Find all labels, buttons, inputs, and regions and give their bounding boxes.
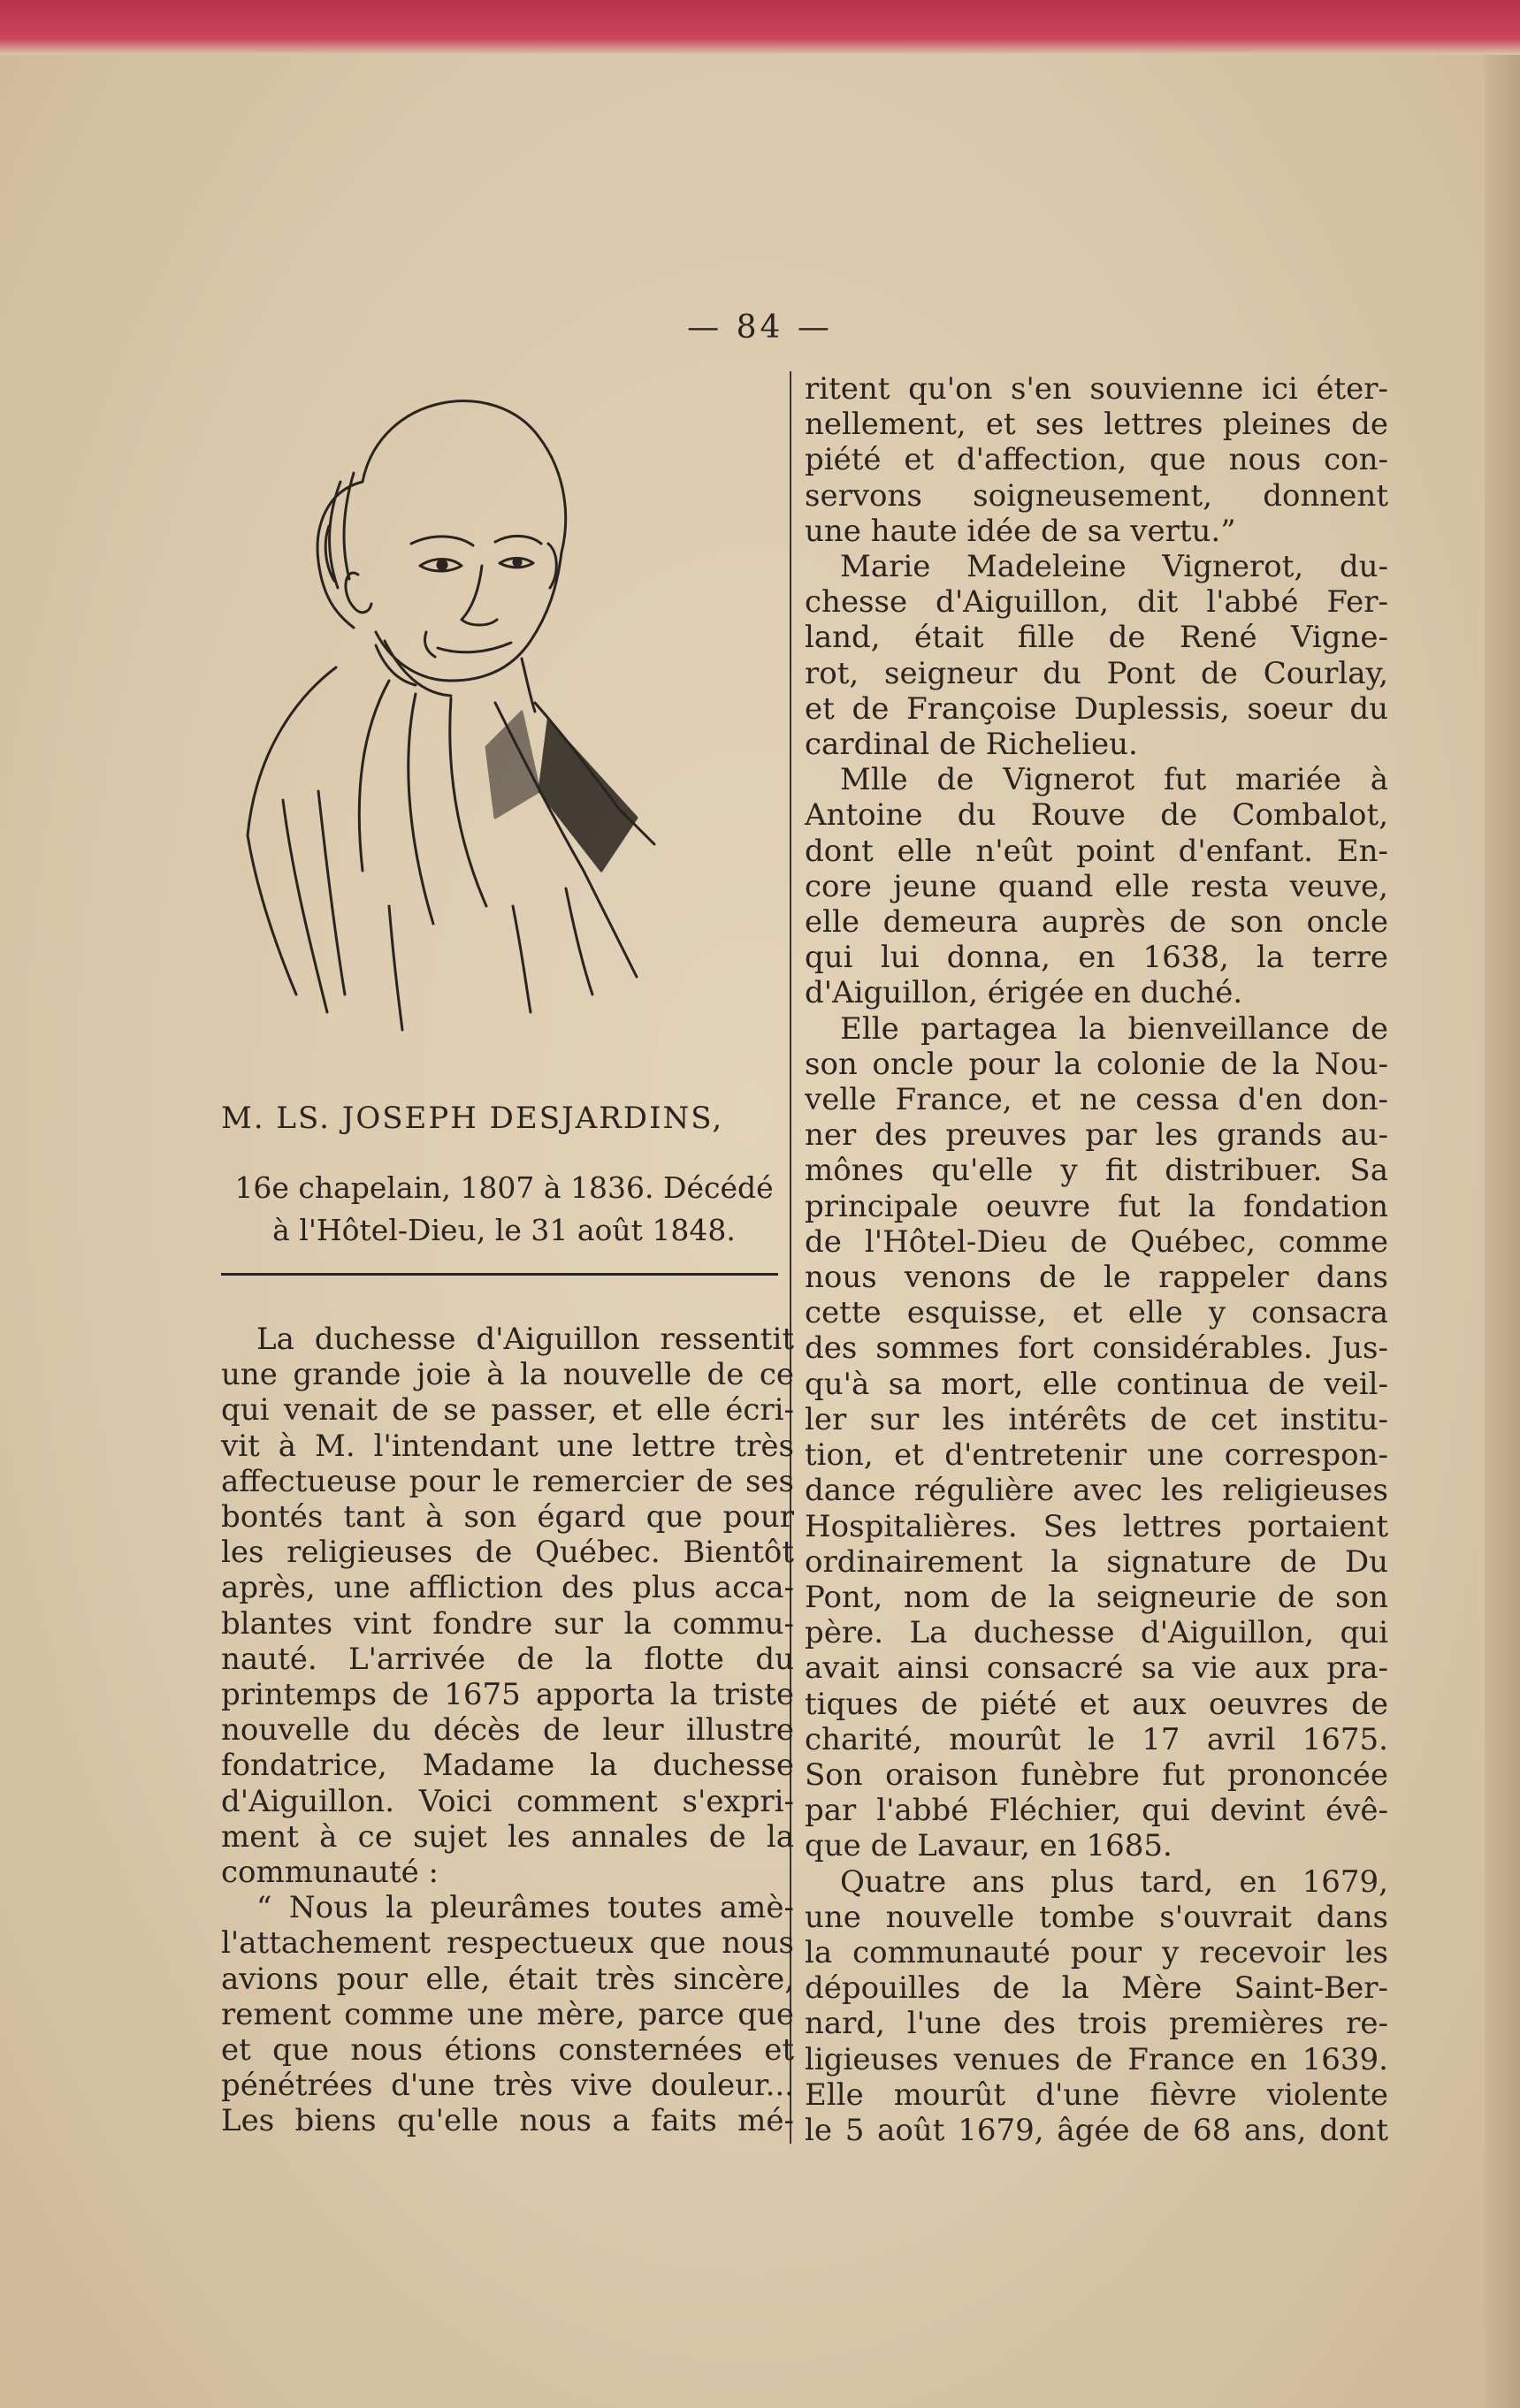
text-line: ligieuses venues de France en 1639. — [805, 2041, 1388, 2077]
text-line: Pont, nom de la seigneurie de son — [805, 1579, 1388, 1615]
text-line: après, une affliction des plus acca- — [221, 1570, 794, 1606]
text-line: nouvelle du décès de leur illustre — [221, 1712, 794, 1749]
text-line: Mlle de Vignerot fut mariée à — [840, 762, 1388, 798]
page-number: — 84 — — [687, 309, 833, 346]
text-line: et de Françoise Duplessis, soeur du — [805, 690, 1388, 727]
text-line: pénétrées d'une très vive douleur... — [221, 2068, 794, 2104]
text-line: dépouilles de la Mère Saint-Ber- — [805, 1970, 1388, 2007]
text-line: nous venons de le rappeler dans — [805, 1260, 1388, 1296]
book-top-edge — [0, 0, 1520, 55]
text-line: avions pour elle, était très sincère, — [221, 1961, 794, 1997]
left-text-column — [221, 1322, 794, 2139]
text-line: rot, seigneur du Pont de Courlay, — [805, 655, 1388, 691]
text-line: l'attachement respectueux que nous — [221, 1925, 794, 1962]
text-line: Son oraison funèbre fut prononcée — [805, 1756, 1388, 1793]
text-line: le 5 août 1679, âgée de 68 ans, dont — [805, 2112, 1388, 2148]
text-line: d'Aiguillon. Voici comment s'expri- — [221, 1783, 794, 1819]
portrait-caption-name: M. LS. JOSEPH DESJARDINS, — [221, 1101, 724, 1136]
text-line: ritent qu'on s'en souvienne ici éter- — [805, 371, 1388, 407]
text-line: la communauté pour y recevoir les — [805, 1934, 1388, 1970]
text-line: Elle partagea la bienveillance de — [840, 1010, 1388, 1047]
text-line: servons soigneusement, donnent — [805, 477, 1388, 514]
text-line: chesse d'Aiguillon, dit l'abbé Fer- — [805, 584, 1388, 621]
text-line: une haute idée de sa vertu.” — [805, 513, 1236, 549]
text-line: des sommes fort considérables. Jus- — [805, 1330, 1388, 1367]
text-line: de l'Hôtel-Dieu de Québec, comme — [805, 1223, 1388, 1260]
text-line: land, était fille de René Vigne- — [805, 620, 1388, 656]
text-line: nellement, et ses lettres pleines de — [805, 407, 1388, 443]
caption-detail-line: 16e chapelain, 1807 à 1836. Décédé — [234, 1170, 774, 1205]
text-line: ler sur les intérêts de cet institu- — [805, 1401, 1388, 1437]
text-line: son oncle pour la colonie de la Nou- — [805, 1046, 1388, 1082]
right-text-column — [805, 371, 1388, 2148]
text-line: d'Aiguillon, érigée en duché. — [805, 975, 1243, 1011]
text-line: core jeune quand elle resta veuve, — [805, 868, 1388, 904]
text-line: nard, l'une des trois premières re- — [805, 2006, 1388, 2042]
text-line: tiques de piété et aux oeuvres de — [805, 1686, 1388, 1722]
text-line: blantes vint fondre sur la commu- — [221, 1605, 794, 1642]
text-line: qu'à sa mort, elle continua de veil- — [805, 1366, 1388, 1402]
text-line: principale oeuvre fut la fondation — [805, 1188, 1388, 1224]
text-line: Elle mourût d'une fièvre violente — [805, 2077, 1388, 2113]
text-line: et que nous étions consternées et — [221, 2032, 794, 2069]
text-line: vit à M. l'intendant une lettre très — [221, 1428, 794, 1464]
text-line: dance régulière avec les religieuses — [805, 1473, 1388, 1509]
text-line: ner des preuves par les grands au- — [805, 1117, 1388, 1154]
text-line: Quatre ans plus tard, en 1679, — [840, 1863, 1388, 1900]
text-line: elle demeura auprès de son oncle — [805, 904, 1388, 941]
text-line: dont elle n'eût point d'enfant. En- — [805, 833, 1388, 869]
text-line: Marie Madeleine Vignerot, du- — [840, 549, 1388, 585]
text-line: par l'abbé Fléchier, qui devint évê- — [805, 1793, 1388, 1829]
text-line: printemps de 1675 apporta la triste — [221, 1677, 794, 1713]
book-page-edge — [1485, 55, 1520, 2408]
text-line: velle France, et ne cessa d'en don- — [805, 1082, 1388, 1118]
text-line: affectueuse pour le remercier de ses — [221, 1463, 794, 1499]
text-line: La duchesse d'Aiguillon ressentit — [256, 1322, 794, 1357]
text-line: nauté. L'arrivée de la flotte du — [221, 1641, 794, 1677]
text-line: piété et d'affection, que nous con- — [805, 442, 1388, 478]
text-line: qui venait de se passer, et elle écri- — [221, 1392, 794, 1429]
text-line: ment à ce sujet les annales de la — [221, 1818, 794, 1855]
text-line: charité, mourût le 17 avril 1675. — [805, 1721, 1388, 1757]
text-line: communauté : — [221, 1855, 439, 1891]
text-line: tion, et d'entretenir une correspon- — [805, 1437, 1388, 1474]
text-line: avait ainsi consacré sa vie aux pra- — [805, 1650, 1388, 1687]
text-line: ordinairement la signature de Du — [805, 1543, 1388, 1580]
portrait-caption-detail — [217, 1167, 791, 1252]
caption-divider — [221, 1273, 778, 1276]
text-line: rement comme une mère, parce que — [221, 1996, 794, 2032]
text-line: qui lui donna, en 1638, la terre — [805, 940, 1388, 976]
text-line: une nouvelle tombe s'ouvrait dans — [805, 1899, 1388, 1935]
text-line: bontés tant à son égard que pour — [221, 1499, 794, 1535]
text-line: Les biens qu'elle nous a faits mé- — [221, 2103, 794, 2139]
text-line: cardinal de Richelieu. — [805, 727, 1138, 763]
text-line: fondatrice, Madame la duchesse — [221, 1748, 794, 1784]
text-line: cette esquisse, et elle y consacra — [805, 1295, 1388, 1331]
text-line: “ Nous la pleurâmes toutes amè- — [256, 1890, 794, 1926]
text-line: père. La duchesse d'Aiguillon, qui — [805, 1615, 1388, 1651]
text-line: que de Lavaur, en 1685. — [805, 1828, 1172, 1864]
caption-detail-line: à l'Hôtel-Dieu, le 31 août 1848. — [272, 1213, 736, 1247]
text-line: les religieuses de Québec. Bientôt — [221, 1535, 794, 1571]
text-line: une grande joie à la nouvelle de ce — [221, 1357, 794, 1393]
text-line: Hospitalières. Ses lettres portaient — [805, 1508, 1388, 1544]
portrait-engraving — [230, 376, 734, 1065]
text-line: mônes qu'elle y fit distribuer. Sa — [805, 1153, 1388, 1189]
text-line: Antoine du Rouve de Combalot, — [805, 797, 1388, 834]
